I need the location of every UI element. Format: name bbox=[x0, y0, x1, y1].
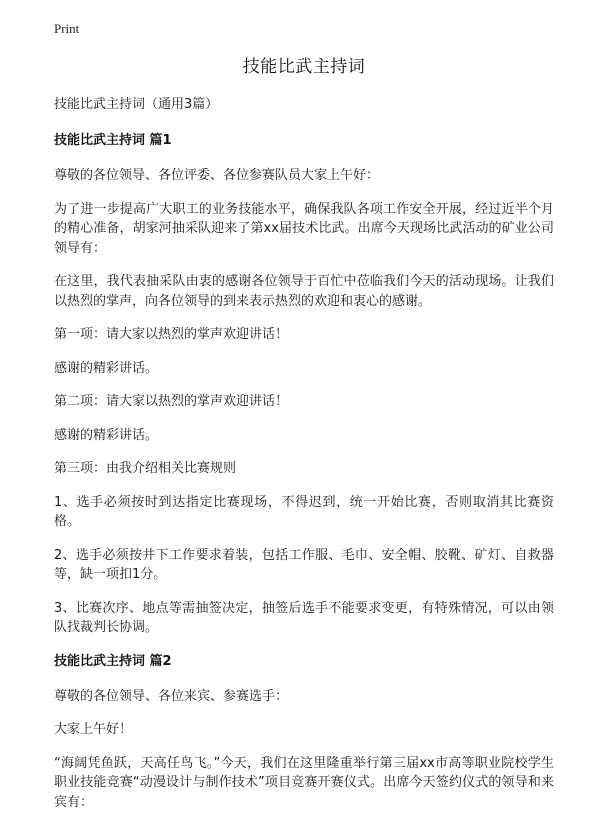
section-heading: 技能比武主持词 篇2 bbox=[54, 653, 172, 669]
document-title: 技能比武主持词 bbox=[242, 57, 366, 77]
section-1 bbox=[54, 131, 554, 638]
paragraph: 第三项：由我介绍相关比赛规则 bbox=[54, 461, 237, 476]
paragraph: 为了进一步提高广大职工的业务技能水平，确保我队各项工作安全开展，经过近半个月的精心准备，胡家河抽采队迎来了第xx届技术比武。出席今天现场比武活动的矿业公司领导有： bbox=[54, 201, 554, 256]
paragraph: 3、比赛次序、地点等需抽签决定，抽签后选手不能要求变更，有特殊情况，可以由领队找裁判长协调。 bbox=[54, 600, 554, 635]
paragraph: 第二项：请大家以热烈的掌声欢迎讲话！ bbox=[54, 394, 289, 409]
paragraph: 大家上午好！ bbox=[54, 722, 133, 737]
document-subtitle: 技能比武主持词（通用3篇） bbox=[54, 97, 219, 112]
paragraph: 第一项：请大家以热烈的掌声欢迎讲话！ bbox=[54, 327, 289, 342]
section-2 bbox=[54, 652, 554, 813]
section-heading: 技能比武主持词 篇1 bbox=[54, 133, 172, 148]
paragraph: 感谢的精彩讲话。 bbox=[54, 427, 159, 443]
paragraph: 1、选手必须按时到达指定比赛现场，不得迟到，统一开始比赛，否则取消其比赛资格。 bbox=[54, 494, 554, 529]
paragraph: 在这里，我代表抽采队由衷的感谢各位领导于百忙中莅临我们今天的活动现场。让我们以热烈的掌声，向各位领导的到来表示热烈的欢迎和衷心的感谢。 bbox=[54, 274, 554, 309]
print-link[interactable]: Print bbox=[54, 21, 80, 36]
paragraph: 尊敬的各位领导、各位来宾、参赛选手： bbox=[54, 688, 289, 704]
paragraph: “海阔凭鱼跃，天高任鸟飞。”今天，我们在这里隆重举行第三届xx市高等职业院校学生职业技能竞赛“动漫设计与制作技术”项目竞赛开赛仪式。出席今天签约仪式的领导和来宾有： bbox=[54, 755, 554, 810]
paragraph: 尊敬的各位领导、各位评委、各位参赛队员大家上午好： bbox=[54, 168, 380, 183]
document-body bbox=[54, 52, 554, 826]
paragraph: 感谢的精彩讲话。 bbox=[54, 360, 159, 376]
paragraph: 2、选手必须按井下工作要求着装，包括工作服、毛巾、安全帽、胶靴、矿灯、自救器等，缺一项扣1分。 bbox=[54, 547, 554, 582]
